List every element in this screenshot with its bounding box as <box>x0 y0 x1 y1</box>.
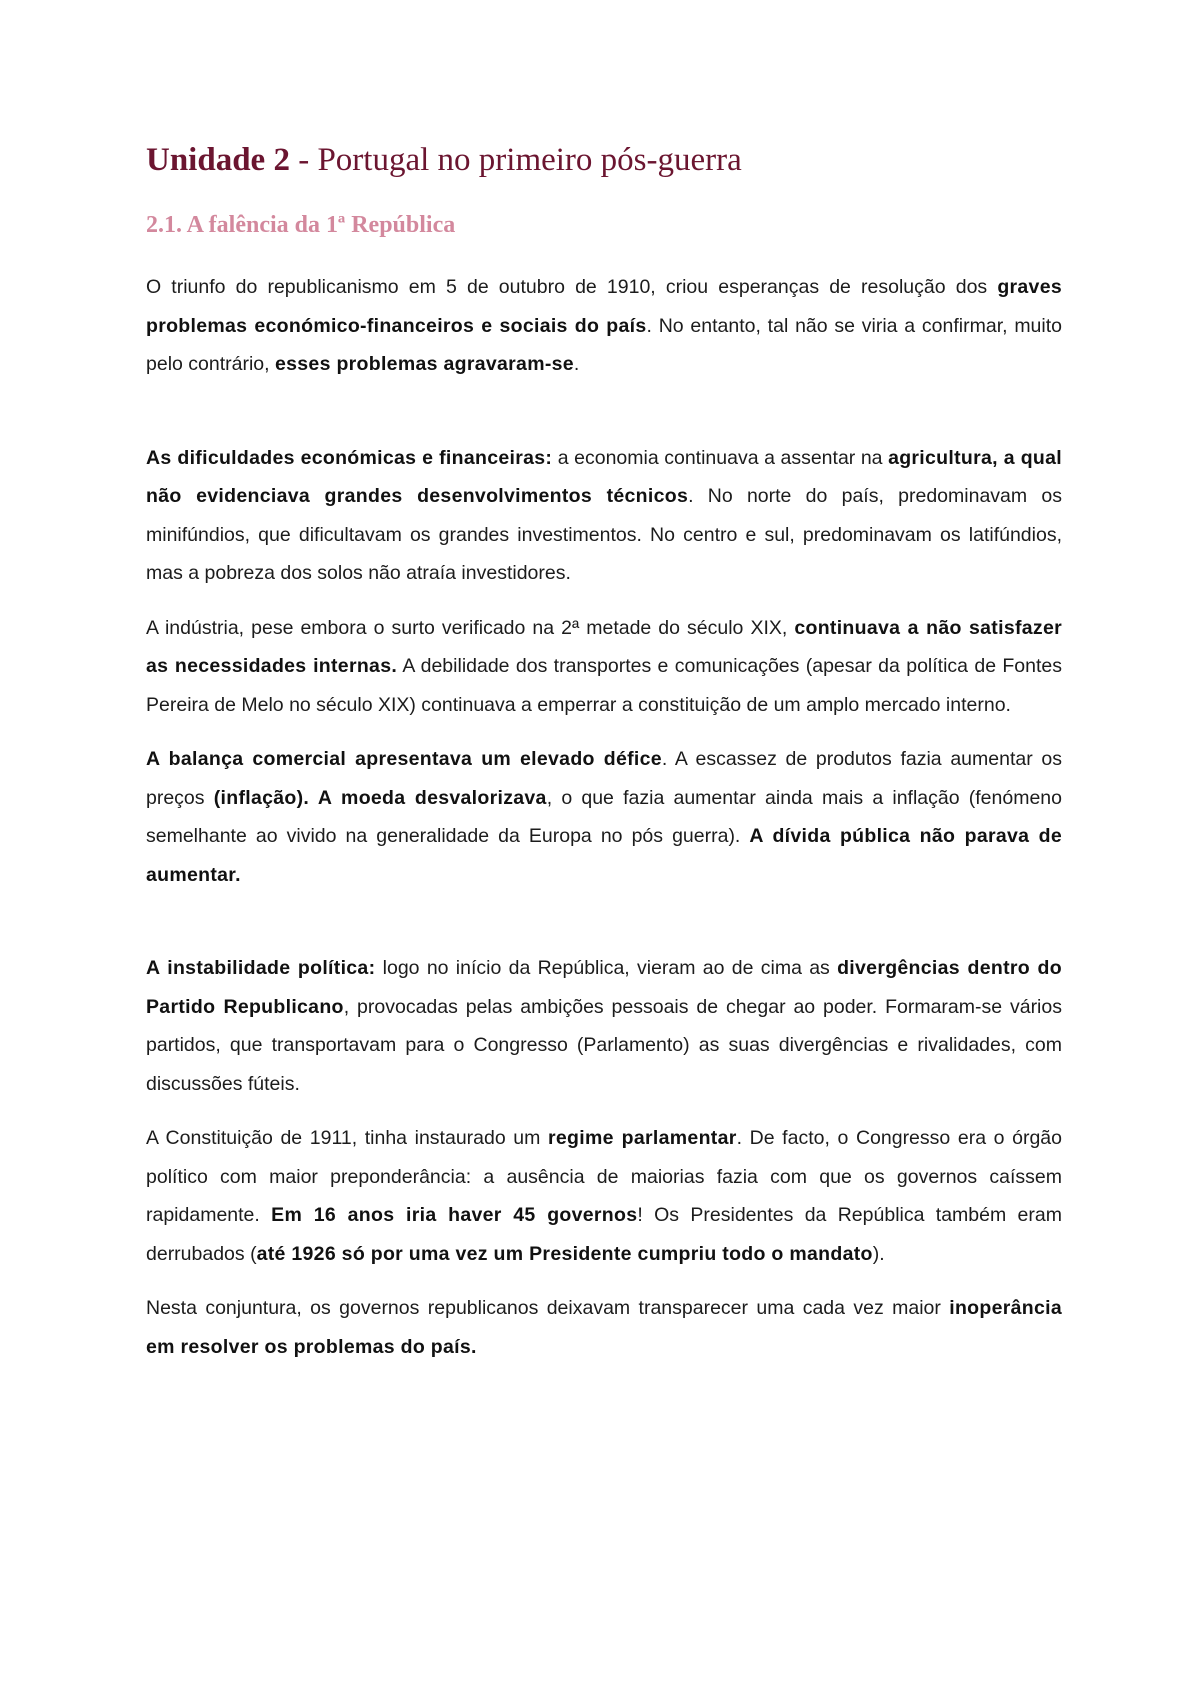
unit-title-bold: Unidade 2 <box>146 142 290 178</box>
paragraph-conclusion <box>146 1289 1062 1366</box>
text-span: . <box>573 353 580 375</box>
bold-span: continuava a não satisfazer as necessidades internas. <box>146 616 1062 677</box>
document-page <box>146 140 1062 1366</box>
bold-span: graves problemas económico-financeiros e sociais do país <box>146 276 1062 337</box>
text-span: A debilidade dos transportes e comunicações (apesar da política de Fontes Pereira de Melo no século XIX) continuava a emperrar a constituição de um amplo mercado interno. <box>146 655 1062 716</box>
bold-span: A balança comercial apresentava um elevado défice <box>146 748 662 770</box>
bold-span: inoperância em resolver os problemas do país. <box>146 1297 1062 1358</box>
paragraph-industry <box>146 609 1062 725</box>
unit-title-rest: - Portugal no primeiro pós-guerra <box>289 142 742 178</box>
section-subtitle: 2.1. A falência da 1ª República <box>146 212 456 238</box>
bold-span: A instabilidade política: <box>146 957 376 979</box>
text-span: . No norte do país, predominavam os minifúndios, que dificultavam os grandes investimentos. No centro e sul, predominavam os latifúndios, mas a pobreza dos solos não atraía investidores. <box>146 485 1062 584</box>
bold-span: agricultura, a qual não evidenciava grandes desenvolvimentos técnicos <box>146 446 1062 507</box>
text-span: A Constituição de 1911, tinha instaurado um <box>146 1127 549 1149</box>
text-span: ). <box>872 1242 885 1265</box>
text-span: , o que fazia aumentar ainda mais a inflação (fenómeno semelhante ao vivido na generalidade da Europa no pós guerra). <box>146 786 1062 847</box>
paragraph-intro <box>146 268 1062 384</box>
bold-span: As dificuldades económicas e financeiras: <box>146 446 553 469</box>
text-span: . No entanto, tal não se viria a confirmar, muito pelo contrário, <box>146 314 1062 375</box>
paragraph-political-instability <box>146 949 1062 1103</box>
text-span: ! Os Presidentes da República também eram derrubados ( <box>146 1204 1062 1265</box>
text-span: , provocadas pelas ambições pessoais de chegar ao poder. Formaram-se vários partidos, que transportavam para o Congresso (Parlamento) as suas divergências e rivalidades, com discussões fúteis. <box>146 995 1062 1095</box>
paragraph-trade-balance <box>146 740 1062 894</box>
text-span: . De facto, o Congresso era o órgão político com maior preponderância: a ausência de maiorias fazia com que os governos caíssem rapidamente. <box>146 1127 1062 1226</box>
text-span: logo no início da República, vieram ao de cima as <box>375 957 838 979</box>
bold-span: esses problemas agravaram-se <box>275 353 574 375</box>
paragraph-economic-difficulties <box>146 439 1062 593</box>
bold-span: (inflação). A moeda desvalorizava <box>213 786 547 809</box>
text-span: Nesta conjuntura, os governos republicanos deixavam transparecer uma cada vez maior <box>146 1297 950 1319</box>
bold-span: Em 16 anos iria haver 45 governos <box>271 1204 638 1226</box>
bold-span: até 1926 só por uma vez um Presidente cumpriu todo o mandato <box>256 1242 873 1265</box>
bold-span: divergências dentro do Partido Republicano <box>146 957 1062 1018</box>
text-span: a economia continuava a assentar na <box>552 446 889 469</box>
text-span: A indústria, pese embora o surto verificado na 2ª metade do século XIX, <box>146 616 795 639</box>
text-span: . A escassez de produtos fazia aumentar os preços <box>146 748 1062 809</box>
unit-title <box>146 140 1062 180</box>
bold-span: regime parlamentar <box>548 1127 737 1149</box>
bold-span: A dívida pública não parava de aumentar. <box>146 825 1063 886</box>
text-span: O triunfo do republicanismo em 5 de outubro de 1910, criou esperanças de resolução dos <box>146 276 998 298</box>
paragraph-constitution <box>146 1119 1062 1273</box>
